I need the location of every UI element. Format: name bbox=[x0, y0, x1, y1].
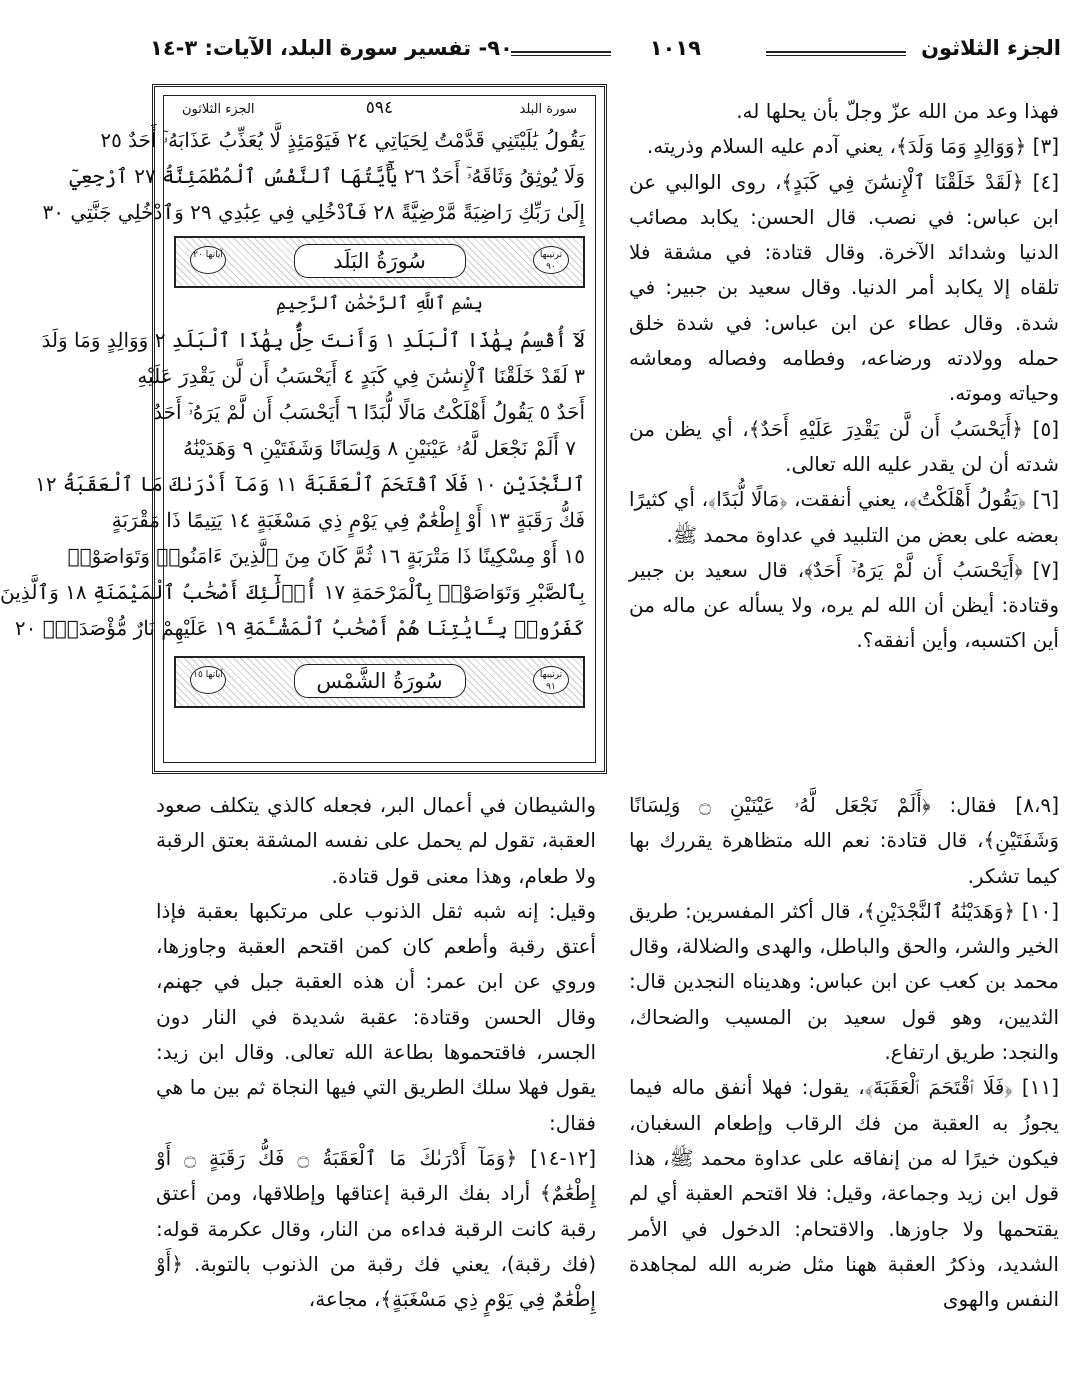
ayah-line: لَآ أُقْسِمُ بِهَٰذَا ٱلْبَلَدِ ١ وَأَنتَ حِلٌّۢ بِهَٰذَا ٱلْبَلَدِ ٢ وَوَالِدٍ وَمَا وَلَدَ bbox=[41, 328, 585, 352]
ayah-line: ٱلنَّجْدَيْنِ ١٠ فَلَا ٱقْتَحَمَ ٱلْعَقَبَةَ ١١ وَمَآ أَدْرَىٰكَ مَا ٱلْعَقَبَةُ ١٢ bbox=[35, 472, 585, 496]
paragraph: [١١] ﴿فَلَا ٱقْتَحَمَ ٱلْعَقَبَةَ﴾، يقول: فهلا أنفق ماله فيما يجوزُ به العقبة من فك الرقاب وإطعام السغبان، فيكون خيرًا له من إنفاقه على عداوة محمد ﷺ، هذا قول ابن زيد وجماعة، وقيل: فلا اقتحم العقبة أي لم يقتحمها ولا جاوزها. والاقتحام: الدخول في الأمر الشديد، وذكرُ العقبة ههنا مثل ضربه الله لمجاهدة النفس والهوى bbox=[629, 1075, 1059, 1312]
header-rule-right bbox=[766, 51, 906, 56]
surah-title: سُورَةُ البَلَد bbox=[294, 244, 466, 278]
paragraph: والشيطان في أعمال البر، فجعله كالذي يتكلف صعود العقبة، تقول لم يحمل على نفسه المشقة بعتق الرقبة ولا طعام، وهذا معنى قول قتادة. bbox=[156, 793, 596, 888]
page-header bbox=[150, 30, 1061, 70]
paragraph: [٥] ﴿أَيَحْسَبُ أَن لَّن يَقْدِرَ عَلَيْهِ أَحَدٌ﴾، أي يظن من شدته أن لن يقدر عليه الله تعالى. bbox=[629, 416, 1059, 476]
surah-banner-shams bbox=[174, 656, 585, 708]
commentary-right-bottom bbox=[629, 788, 1059, 1317]
mushaf-surah-label: سورة البلد bbox=[519, 102, 577, 117]
ayah-line: ٧ أَلَمْ نَجْعَل لَّهُۥ عَيْنَيْنِ ٨ وَلِسَانًا وَشَفَتَيْنِ ٩ وَهَدَيْنَٰهُ bbox=[183, 436, 576, 460]
ayah-line: ١٥ أَوْ مِسْكِينًا ذَا مَتْرَبَةٍ ١٦ ثُمَّ كَانَ مِنَ ٱلَّذِينَ ءَامَنُوا۟ وَتَوَاصَوْا۟ bbox=[67, 544, 585, 568]
commentary-left bbox=[156, 788, 596, 1317]
paragraph: [٨،٩] فقال: ﴿أَلَمْ نَجْعَل لَّهُۥ عَيْنَيْنِ ۝ وَلِسَانًا وَشَفَتَيْنِ﴾، قال قتادة: نعم الله متظاهرة يقررك بها كيما تشكر. bbox=[629, 793, 1059, 888]
surah-order-box: ترتيبها ٩١ bbox=[533, 666, 569, 694]
surah-banner-balad bbox=[174, 236, 585, 288]
mushaf-part-label: الجزء الثلاثون bbox=[182, 102, 255, 117]
ayah-line: فَكُّ رَقَبَةٍ ١٣ أَوْ إِطْعَٰمٌ فِي يَوْمٍ ذِي مَسْغَبَةٍ ١٤ يَتِيمًا ذَا مَقْرَبَةٍ bbox=[111, 508, 585, 532]
paragraph: [١٠] ﴿وَهَدَيْنَٰهُ ٱلنَّجْدَيْنِ﴾، قال أكثر المفسرين: طريق الخير والشر، والحق والباطل، والهدى والضلالة، وقال محمد بن كعب عن ابن عباس: وهديناه النجدين قال: الثديين، وهو قول سعيد بن المسيب والضحاك، والنجد: طريق ارتفاع. bbox=[629, 898, 1059, 1065]
surah-order-box: ترتيبها ٩٠ bbox=[533, 246, 569, 274]
paragraph: فهذا وعد من الله عزّ وجلّ بأن يحلها له. bbox=[736, 99, 1059, 123]
paragraph: [١٢-١٤] ﴿وَمَآ أَدْرَىٰكَ مَا ٱلْعَقَبَةُ ۝ فَكُّ رَقَبَةٍ ۝ أَوْ إِطْعَٰمٌ﴾ أراد بفك الرقبة إعتاقها وإطلاقها، ومن أعتق رقبة كانت الرقبة فداءه من النار، وقال عكرمة قوله: (فك رقبة)، يعني فك رقبة من الذنوب بالتوبة. ﴿أَوْ إِطْعَٰمٌ فِي يَوْمٍ ذِي مَسْغَبَةٍ﴾، مجاعة، bbox=[156, 1145, 596, 1312]
ayah-line: يَقُولُ يَٰلَيْتَنِي قَدَّمْتُ لِحَيَاتِي ٢٤ فَيَوْمَئِذٍ لَّا يُعَذِّبُ عَذَابَهُۥٓ أَحَدٌ ٢٥ bbox=[100, 128, 585, 152]
paragraph: [٣] ﴿وَوَالِدٍ وَمَا وَلَدَ﴾، يعني آدم عليه السلام وذريته. bbox=[646, 134, 1059, 159]
surah-verses-box: آياتها ٢٠ bbox=[190, 246, 226, 274]
mushaf-page-number: ٥٩٤ bbox=[365, 98, 394, 118]
ayah-line: بِٱلصَّبْرِ وَتَوَاصَوْا۟ بِٱلْمَرْحَمَةِ ١٧ أُو۟لَٰٓئِكَ أَصْحَٰبُ ٱلْمَيْمَنَةِ ١٨ وَٱلَّذِينَ bbox=[0, 580, 585, 604]
page-number: ١٠١٩ bbox=[649, 36, 701, 60]
basmala: بِسْمِ ٱللَّهِ ٱلرَّحْمَٰنِ ٱلرَّحِيمِ bbox=[275, 293, 483, 314]
paragraph: [٤] ﴿لَقَدْ خَلَقْنَا ٱلْإِنسَٰنَ فِي كَبَدٍ﴾، روى الوالبي عن ابن عباس: في نصب. قال الحسن: يكابد مصائب الدنيا وشدائد الآخرة. وقال قتادة: في مشقة فلا تلقاه إلا يكابد أمر الدنيا. وقال سعيد بن جبير: في شدة. وقال عطاء عن ابن عباس: في شدة خلق حمله وولادته ورضاعه، وفطامه وفصاله ومعاشه وحياته وموته. bbox=[629, 169, 1059, 406]
part-title: الجزء الثلاثون bbox=[921, 36, 1061, 60]
header-rule-left bbox=[511, 51, 611, 56]
ayah-line: إِلَىٰ رَبِّكِ رَاضِيَةً مَّرْضِيَّةً ٢٨ فَٱدْخُلِي فِي عِبَٰدِي ٢٩ وَٱدْخُلِي جَنَّتِي ٣٠ bbox=[42, 200, 585, 224]
paragraph: [٦] ﴿يَقُولُ أَهْلَكْتُ﴾، يعني أنفقت، ﴿مَالًا لُّبَدًا﴾، أي كثيرًا بعضه على بعض من التلبيد في عداوة محمد ﷺ. bbox=[629, 487, 1059, 547]
ayah-line: وَلَا يُوثِقُ وَثَاقَهُۥٓ أَحَدٌ ٢٦ يَٰٓأَيَّتُهَا ٱلنَّفْسُ ٱلْمُطْمَئِنَّةُ ٢٧ ٱرْجِعِيٓ bbox=[69, 164, 585, 188]
mushaf-inner-border bbox=[0, 95, 596, 763]
surah-title: سُورَةُ الشَّمْس bbox=[294, 664, 466, 698]
ayah-line: كَفَرُوا۟ بِـَٔايَٰتِنَا هُمْ أَصْحَٰبُ ٱلْمَشْـَٔمَةِ ١٩ عَلَيْهِمْ نَارٌ مُّؤْصَدَةٌۢ ٢٠ bbox=[14, 616, 585, 640]
ayah-line: ٣ لَقَدْ خَلَقْنَا ٱلْإِنسَٰنَ فِي كَبَدٍ ٤ أَيَحْسَبُ أَن لَّن يَقْدِرَ عَلَيْهِ bbox=[137, 364, 585, 388]
mushaf-page-frame bbox=[0, 84, 607, 774]
commentary-right-top bbox=[629, 94, 1059, 659]
paragraph: [٧] ﴿أَيَحْسَبُ أَن لَّمْ يَرَهُۥٓ أَحَدٌ﴾، قال سعيد بن جبير وقتادة: أيظن أن الله لم يره، ولا يسأله عن ماله من أين اكتسبه، وأين أنفقه؟. bbox=[629, 557, 1059, 653]
section-title: ٩٠- تفسير سورة البلد، الآيات: ٣-١٤ bbox=[150, 36, 513, 60]
paragraph: وقيل: إنه شبه ثقل الذنوب على مرتكبها بعقبة فإذا أعتق رقبة وأطعم كان كمن اقتحم العقبة وجاوزها، وروي عن ابن عمر: أن هذه العقبة جبل في جهنم، وقال الحسن وقتادة: عقبة شديدة في النار دون الجسر، فاقتحموها بطاعة الله تعالى. وقال ابن زيد: يقول فهلا سلك الطريق التي فيها النجاة ثم بين ما هي فقال: bbox=[156, 898, 596, 1135]
surah-verses-box: آياتها ١٥ bbox=[190, 666, 226, 694]
ayah-line: أَحَدٌ ٥ يَقُولُ أَهْلَكْتُ مَالًا لُّبَدًا ٦ أَيَحْسَبُ أَن لَّمْ يَرَهُۥٓ أَحَدٌ bbox=[153, 400, 585, 424]
